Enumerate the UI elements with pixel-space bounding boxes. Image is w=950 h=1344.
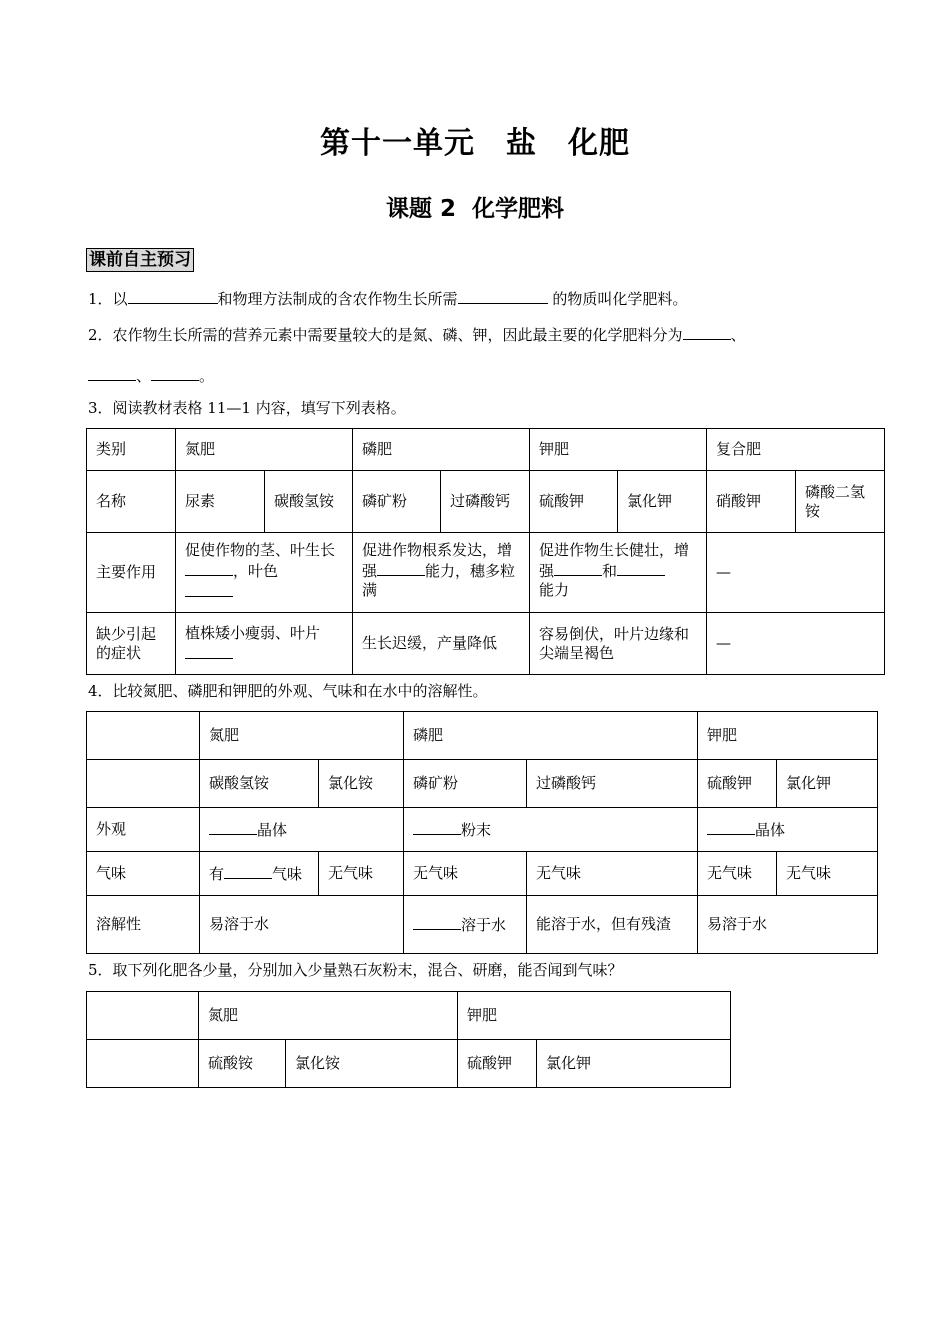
answer-blank[interactable] [683,323,731,340]
table-row [87,896,878,954]
question-2: 2．农作物生长所需的营养元素中需要量较大的是氮、磷、钾，因此最主要的化学肥料分为 、 [88,323,746,345]
table-cell: 能溶于水，但有残渣 [527,896,698,954]
answer-blank[interactable] [377,560,425,576]
table-cell: 缺少引起的症状 [87,613,176,675]
table-cell: 溶解性 [87,896,200,954]
answer-blank[interactable] [185,581,233,597]
question-5: 5．取下列化肥各少量，分别加入少量熟石灰粉末，混合、研磨，能否闻到气味？ [88,961,623,979]
table-cell: 钾肥 [458,992,731,1040]
table-row [87,429,885,471]
lesson-subtitle: 课题 2 化学肥料 [385,196,565,222]
table-cell: 容易倒伏，叶片边缘和尖端呈褐色 [530,613,707,675]
table-cell: 磷肥 [404,712,698,760]
table-row [87,808,878,852]
table-cell: 生长迟缓，产量降低 [353,613,530,675]
table-cell: 磷酸二氢铵 [796,471,885,533]
table-cell: 易溶于水 [200,896,404,954]
table-cell: 植株矮小瘦弱、叶片 [176,613,353,675]
answer-blank[interactable] [185,643,233,659]
answer-blank[interactable] [707,819,755,835]
table-cell: 名称 [87,471,176,533]
table-cell: 磷矿粉 [404,760,527,808]
table-cell: 无气味 [698,852,777,896]
table-cell: 粉末 [404,808,698,852]
answer-blank[interactable] [128,287,218,304]
table-cell: 气味 [87,852,200,896]
table-cell: 类别 [87,429,176,471]
table-cell: 硫酸铵 [199,1040,286,1088]
answer-blank[interactable] [224,863,272,879]
table-cell: 过磷酸钙 [527,760,698,808]
table-cell: 外观 [87,808,200,852]
fertilizer-table-3 [86,991,731,1088]
table-cell: 钾肥 [698,712,878,760]
table-row [87,712,878,760]
table-cell: 促进作物生长健壮，增强 和 能力 [530,533,707,613]
table-cell: 硝酸钾 [707,471,796,533]
table-cell: 溶于水 [404,896,527,954]
table-cell: — [707,533,885,613]
table-row [87,760,878,808]
table-cell [87,992,199,1040]
table-cell: 促进作物根系发达，增强 能力，穗多粒满 [353,533,530,613]
table-row [87,852,878,896]
answer-blank[interactable] [413,914,461,930]
table-row [87,992,731,1040]
fertilizer-table-1 [86,428,885,675]
table-cell: 硫酸钾 [530,471,618,533]
table-cell: 易溶于水 [698,896,878,954]
answer-blank[interactable] [209,819,257,835]
question-1: 1．以 和物理方法制成的含农作物生长所需 的物质叫化学肥料。 [88,287,687,309]
table-row [87,471,885,533]
answer-blank[interactable] [151,364,199,381]
table-cell: 晶体 [200,808,404,852]
table-cell: — [707,613,885,675]
table-cell: 无气味 [404,852,527,896]
answer-blank[interactable] [88,364,136,381]
table-row [87,533,885,613]
table-cell [87,712,200,760]
table-cell: 硫酸钾 [698,760,777,808]
table-cell: 氯化钾 [777,760,878,808]
table-cell: 磷肥 [353,429,530,471]
table-cell [87,1040,199,1088]
table-cell: 硫酸钾 [458,1040,537,1088]
table-cell: 无气味 [527,852,698,896]
table-cell: 无气味 [319,852,404,896]
table-cell: 晶体 [698,808,878,852]
table-cell: 过磷酸钙 [441,471,530,533]
question-2-continued: 、 。 [88,364,214,386]
table-cell: 磷矿粉 [353,471,441,533]
answer-blank[interactable] [554,560,602,576]
answer-blank[interactable] [617,560,665,576]
table-cell: 氮肥 [199,992,458,1040]
table-cell: 复合肥 [707,429,885,471]
table-cell: 主要作用 [87,533,176,613]
table-cell: 氮肥 [200,712,404,760]
page-title: 第十一单元 盐 化肥 [320,126,630,161]
answer-blank[interactable] [458,287,548,304]
fertilizer-table-2 [86,711,878,954]
table-cell [87,760,200,808]
answer-blank[interactable] [185,560,233,576]
table-cell: 氮肥 [176,429,353,471]
table-cell: 氯化铵 [319,760,404,808]
table-cell: 氯化钾 [537,1040,731,1088]
table-cell: 碳酸氢铵 [200,760,319,808]
table-row [87,613,885,675]
table-cell: 钾肥 [530,429,707,471]
section-tag: 课前自主预习 [86,248,194,272]
table-cell: 尿素 [176,471,265,533]
table-cell: 氯化钾 [618,471,707,533]
question-3: 3．阅读教材表格 11—1 内容，填写下列表格。 [88,399,406,417]
table-cell: 碳酸氢铵 [265,471,353,533]
table-row [87,1040,731,1088]
question-4: 4．比较氮肥、磷肥和钾肥的外观、气味和在水中的溶解性。 [88,682,488,700]
table-cell: 氯化铵 [286,1040,458,1088]
table-cell: 无气味 [777,852,878,896]
table-cell: 促使作物的茎、叶生长，叶色 [176,533,353,613]
table-cell: 有 气味 [200,852,319,896]
answer-blank[interactable] [413,819,461,835]
